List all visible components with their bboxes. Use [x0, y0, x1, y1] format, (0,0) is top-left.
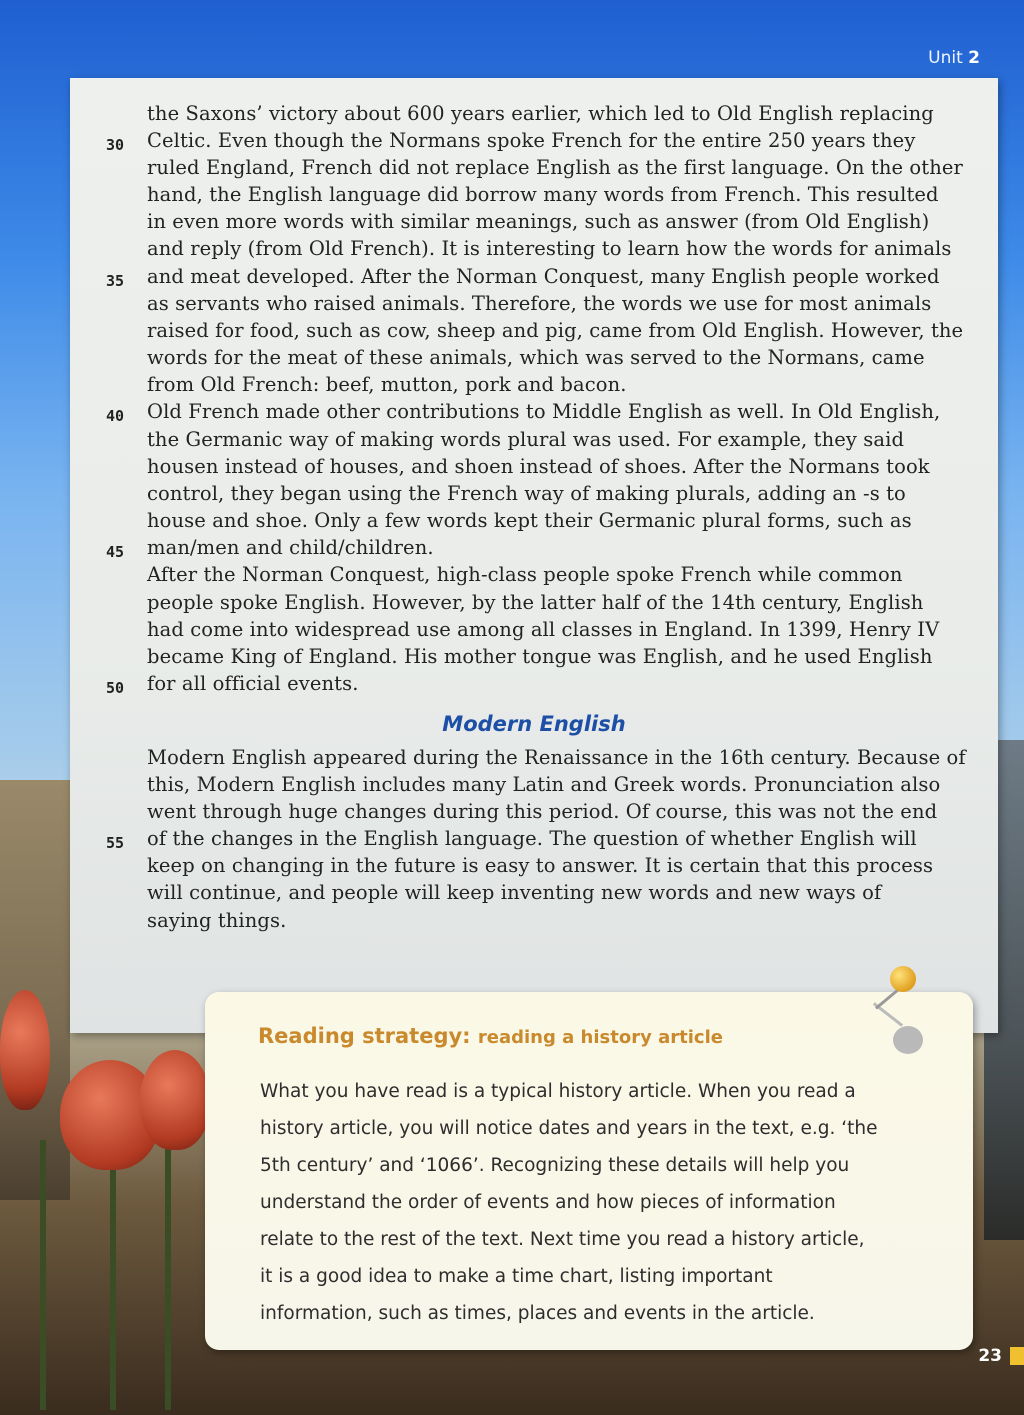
article-line: went through huge changes during this period. Of course, this was not the end [147, 800, 938, 823]
strategy-line: understand the order of events and how pieces of information [260, 1192, 836, 1213]
article-line: raised for food, such as cow, sheep and pig, came from Old English. However, the [147, 319, 964, 342]
tulip-flower [0, 990, 50, 1110]
article-line: and meat developed. After the Norman Conquest, many English people worked [147, 265, 940, 288]
strategy-line: history article, you will notice dates and years in the text, e.g. ‘the [260, 1118, 878, 1139]
article-line: had come into widespread use among all classes in England. In 1399, Henry IV [147, 618, 940, 641]
article-line: housen instead of houses, and shoen instead of shoes. After the Normans took [147, 455, 930, 478]
page-tab [1010, 1347, 1024, 1365]
article-line: Modern English appeared during the Renaissance in the 16th century. Because of [147, 746, 966, 769]
unit-label [928, 48, 980, 68]
article-line: hand, the English language did borrow many words from French. This resulted [147, 183, 939, 206]
strategy-title-sub: reading a history article [477, 1027, 723, 1048]
article-line: in even more words with similar meanings, such as answer (from Old English) [147, 210, 930, 233]
strategy-line: 5th century’ and ‘1066’. Recognizing these details will help you [260, 1155, 850, 1176]
line-number: 35 [106, 272, 125, 290]
strategy-title-main: Reading strategy: [258, 1024, 471, 1048]
article-line: as servants who raised animals. Therefore, the words we use for most animals [147, 292, 932, 315]
background-building-left [0, 780, 70, 1200]
strategy-line: relate to the rest of the text. Next time you read a history article, [260, 1229, 865, 1250]
article-line: will continue, and people will keep inventing new words and new ways of [147, 881, 882, 904]
line-number: 55 [106, 834, 125, 852]
article-line: the Germanic way of making words plural was used. For example, they said [147, 428, 905, 451]
article-line: house and shoe. Only a few words kept their Germanic plural forms, such as [147, 509, 912, 532]
tulip-stem [110, 1150, 116, 1410]
unit-word: Unit [928, 48, 963, 68]
article-line: the Saxons’ victory about 600 years earlier, which led to Old English replacing [147, 102, 934, 125]
article-line: from Old French: beef, mutton, pork and bacon. [147, 373, 627, 396]
article-line: words for the meat of these animals, which was served to the Normans, came [147, 346, 925, 369]
article-line: Celtic. Even though the Normans spoke French for the entire 250 years they [147, 129, 916, 152]
article-line: control, they began using the French way of making plurals, adding an -s to [147, 482, 906, 505]
article-line: and reply (from Old French). It is interesting to learn how the words for animals [147, 237, 952, 260]
line-number: 40 [106, 407, 125, 425]
section-heading: Modern English [442, 712, 626, 736]
line-number: 45 [106, 543, 125, 561]
tulip-flower [140, 1050, 210, 1150]
article-line: keep on changing in the future is easy to answer. It is certain that this process [147, 854, 934, 877]
article-line: of the changes in the English language. The question of whether English will [147, 827, 917, 850]
article-line: Old French made other contributions to Middle English as well. In Old English, [147, 400, 941, 423]
article-line: saying things. [147, 909, 287, 932]
tulip-stem [165, 1130, 171, 1410]
pushpin-shadow [893, 1026, 923, 1054]
line-number: 50 [106, 679, 125, 697]
strategy-line: information, such as times, places and events in the article. [260, 1303, 815, 1324]
pushpin-icon [890, 966, 916, 992]
article-line: people spoke English. However, by the latter half of the 14th century, English [147, 591, 924, 614]
strategy-line: it is a good idea to make a time chart, listing important [260, 1266, 773, 1287]
page-number: 23 [978, 1346, 1002, 1366]
strategy-line: What you have read is a typical history article. When you read a [260, 1081, 856, 1102]
line-number: 30 [106, 136, 125, 154]
tulip-stem [40, 1140, 46, 1410]
article-line: man/men and child/children. [147, 536, 434, 559]
article-line: After the Norman Conquest, high-class people spoke French while common [147, 563, 903, 586]
unit-number: 2 [968, 48, 980, 68]
article-line: for all official events. [147, 672, 359, 695]
article-line: this, Modern English includes many Latin and Greek words. Pronunciation also [147, 773, 941, 796]
strategy-title [258, 1024, 723, 1048]
article-line: ruled England, French did not replace English as the first language. On the other [147, 156, 963, 179]
article-line: became King of England. His mother tongue was English, and he used English [147, 645, 933, 668]
